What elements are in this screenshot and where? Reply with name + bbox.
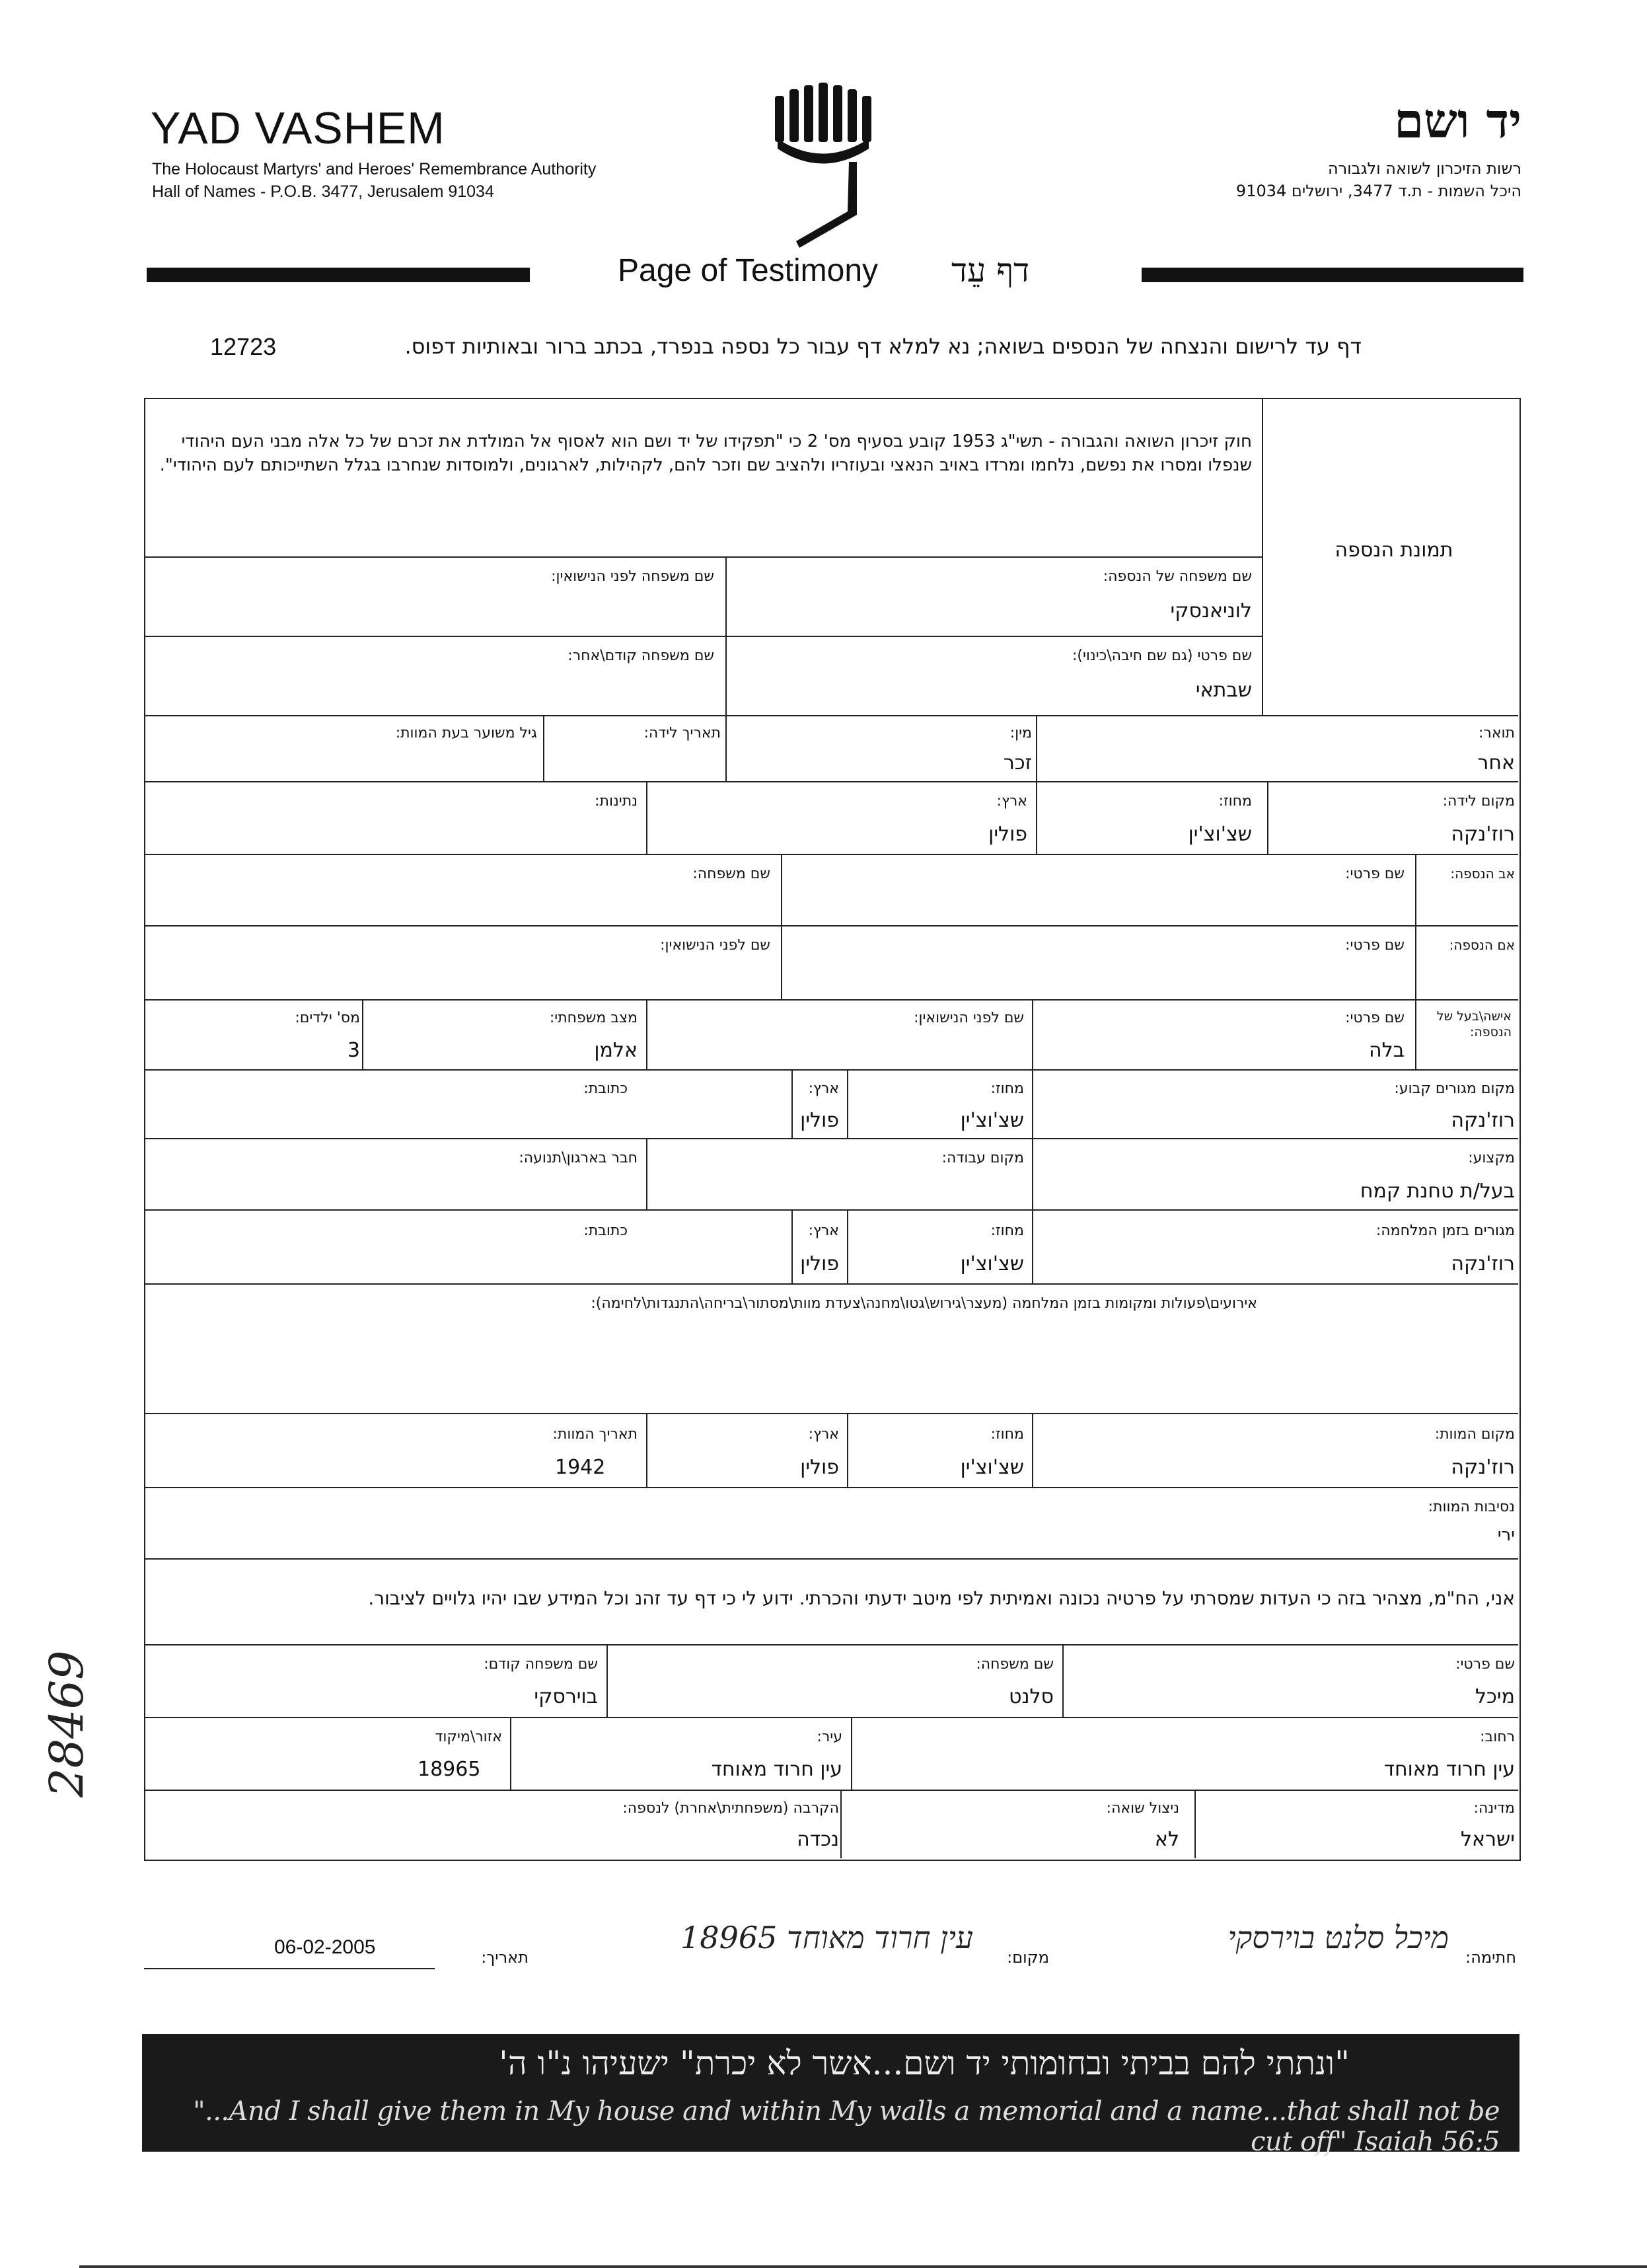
victim-surname-field[interactable]: לוניאנסקי <box>1170 599 1252 623</box>
org-name-en: YAD VASHEM <box>151 103 445 153</box>
signature-place-label: מקום: <box>1007 1948 1049 1967</box>
submitter-country-field[interactable]: ישראל <box>1460 1828 1515 1851</box>
signature-date-label: תאריך: <box>481 1948 529 1967</box>
survivor-field[interactable]: לא <box>1154 1828 1179 1851</box>
victim-birth-country-label: ארץ: <box>996 793 1027 810</box>
children-count-field[interactable]: 3 <box>347 1039 360 1062</box>
victim-birth-country-field[interactable]: פולין <box>988 823 1027 846</box>
header-rule-left <box>147 268 530 282</box>
spouse-first-field[interactable]: בלה <box>1369 1039 1405 1062</box>
form-title-en: Page of Testimony <box>618 253 879 288</box>
spouse-section-label: אישה\בעל של הנספה: <box>1436 1009 1512 1040</box>
submitter-first-label: שם פרטי: <box>1455 1656 1515 1673</box>
yad-vashem-logo-icon <box>770 83 889 254</box>
org-subtitle-he-1: רשות הזיכרון לשואה ולגבורה <box>1327 159 1521 178</box>
submitter-last-field[interactable]: סלנט <box>1009 1685 1054 1708</box>
death-circumstances-field[interactable]: ירי <box>1497 1525 1515 1545</box>
submitter-prev-field[interactable]: בוירסקי <box>534 1685 598 1708</box>
death-district-label: מחוז: <box>990 1426 1024 1443</box>
signature-date-field[interactable]: 06-02-2005 <box>274 1936 376 1958</box>
death-country-label: ארץ: <box>808 1426 839 1443</box>
banner-english-verse: "...And I shall give them in My house and within My walls a memorial and a name...that shall not be cut off" Isaiah 56:5 <box>193 2096 1500 2157</box>
mother-section-label: אם הנספה: <box>1449 937 1515 953</box>
father-last-label: שם משפחה: <box>692 866 770 882</box>
banner-hebrew-verse: "ונתתי להם בביתי ובחומותי יד ושם...אשר לא יכרת" ישעיהו נ"ו ה' <box>499 2044 1350 2082</box>
spouse-maiden-label: שם לפני הנישואין: <box>914 1010 1024 1026</box>
photo-placeholder[interactable]: תמונת הנספה <box>1335 539 1453 562</box>
relation-field[interactable]: נכדה <box>797 1828 839 1851</box>
margin-note: 28469 <box>40 1650 94 1797</box>
signature-place-field[interactable]: עין חרוד מאוחד 18965 <box>680 1920 973 1955</box>
residence-country-label: ארץ: <box>808 1080 839 1097</box>
victim-firstname-field[interactable]: שבתאי <box>1195 679 1252 702</box>
submitter-street-field[interactable]: עין חרוד מאוחד <box>1383 1758 1515 1781</box>
residence-country-field[interactable]: פולין <box>800 1109 839 1132</box>
victim-firstname-label: שם פרטי (גם שם חיבה\כינוי): <box>1072 648 1252 664</box>
death-circumstances-label: נסיבות המוות: <box>1428 1499 1515 1515</box>
organization-label: חבר בארגון\תנועה: <box>519 1150 638 1166</box>
org-name-he: יד ושם <box>1394 93 1521 149</box>
submitter-last-label: שם משפחה: <box>976 1656 1054 1673</box>
org-subtitle-en-2: Hall of Names - P.O.B. 3477, Jerusalem 91034 <box>152 182 494 201</box>
form-number: 12723 <box>210 333 277 360</box>
death-date-label: תאריך המוות: <box>552 1426 638 1443</box>
marital-status-label: מצב משפחתי: <box>549 1010 638 1026</box>
survivor-label: ניצול שואה: <box>1106 1800 1179 1817</box>
residence-district-field[interactable]: שצ'וצ'ין <box>960 1109 1024 1132</box>
residence-place-label: מקום מגורים קבוע: <box>1394 1080 1515 1097</box>
wartime-district-label: מחוז: <box>990 1223 1024 1239</box>
victim-gender-label: מין: <box>1009 725 1032 741</box>
death-date-field[interactable]: 1942 <box>555 1456 606 1479</box>
submitter-street-label: רחוב: <box>1480 1729 1515 1745</box>
wartime-country-label: ארץ: <box>808 1223 839 1239</box>
submitter-country-label: מדינה: <box>1473 1800 1515 1817</box>
wartime-events-label: אירועים\פעולות ומקומות בזמן המלחמה (מעצר\גירוש\גטו\מחנה\צעדת מוות\מסתור\בריחה\התנגדות\לחימה): <box>591 1295 1257 1312</box>
org-subtitle-en-1: The Holocaust Martyrs' and Heroes' Remembrance Authority <box>152 160 597 178</box>
victim-gender-field[interactable]: זכר <box>1003 751 1032 775</box>
header-rule-right <box>1142 268 1523 282</box>
victim-birth-district-label: מחוז: <box>1218 793 1252 810</box>
victim-prev-surname-label: שם משפחה קודם\אחר: <box>567 648 714 664</box>
victim-birth-district-field[interactable]: שצ'וצ'ין <box>1188 823 1252 846</box>
victim-maiden-label: שם משפחה לפני הנישואין: <box>551 568 714 585</box>
victim-birthplace-label: מקום לידה: <box>1442 793 1515 810</box>
wartime-district-field[interactable]: שצ'וצ'ין <box>960 1252 1024 1275</box>
victim-birthdate-label: תאריך לידה: <box>643 725 721 741</box>
death-place-label: מקום המוות: <box>1434 1426 1515 1443</box>
law-text: חוק זיכרון השואה והגבורה - תשי"ג 1953 קובע בסעיף מס' 2 כי "תפקידו של יד ושם הוא לאסוף אל המולדת את זכרם של כל אלה מבני העם היהודי שנפלו ומסרו את נפשם, נלחמו ומרדו באויב הנאצי ובעוזריו ולהציב שם וזכר להם, לקהילות, לארגונים, ולמוסדות שנחרבו בגלל השתייכותם לעם היהודי". <box>159 432 1252 475</box>
victim-birthplace-field[interactable]: רוז'נקה <box>1451 823 1515 846</box>
mother-first-label: שם פרטי: <box>1345 937 1405 954</box>
residence-district-label: מחוז: <box>990 1080 1024 1097</box>
signature-label: חתימה: <box>1465 1948 1516 1967</box>
marital-status-field[interactable]: אלמן <box>594 1039 638 1062</box>
wartime-address-label: כתובת: <box>583 1223 628 1239</box>
submitter-zip-label: אזור\מיקוד <box>435 1729 502 1745</box>
relation-label: הקרבה (משפחתית\אחרת) לנספה: <box>622 1800 839 1817</box>
victim-surname-label: שם משפחה של הנספה: <box>1103 568 1252 585</box>
workplace-label: מקום עבודה: <box>941 1150 1024 1166</box>
death-district-field[interactable]: שצ'וצ'ין <box>960 1456 1024 1479</box>
scan-bottom-edge <box>79 2265 1647 2268</box>
submitter-prev-label: שם משפחה קודם: <box>484 1656 598 1673</box>
victim-nationality-label: נתינות: <box>595 793 638 810</box>
form-instructions: דף עד לרישום והנצחה של הנספים בשואה; נא למלא דף עבור כל נספה בנפרד, בכתב ברור ובאותיות דפוס. <box>404 334 1362 359</box>
submitter-city-label: עיר: <box>817 1729 842 1745</box>
profession-label: מקצוע: <box>1468 1150 1515 1166</box>
wartime-country-field[interactable]: פולין <box>800 1252 839 1275</box>
victim-title-label: תואר: <box>1479 725 1515 741</box>
form-title-he: דף עֵד <box>951 251 1030 289</box>
death-country-field[interactable]: פולין <box>800 1456 839 1479</box>
victim-age-label: גיל משוער בעת המוות: <box>395 725 537 741</box>
profession-field[interactable]: בעל/ת טחנת קמח <box>1360 1180 1515 1203</box>
father-first-label: שם פרטי: <box>1345 866 1405 882</box>
submitter-city-field[interactable]: עין חרוד מאוחד <box>711 1758 842 1781</box>
submitter-first-field[interactable]: מיכל <box>1475 1685 1515 1708</box>
victim-title-field[interactable]: אחר <box>1477 751 1515 775</box>
residence-place-field[interactable]: רוז'נקה <box>1451 1109 1515 1132</box>
declaration-text: אני, הח"מ, מצהיר בזה כי העדות שמסרתי על פרטיה נכונה ואמיתית לפי מיטב ידעתי והכרתי. ידוע לי כי דף עד זהנ וכל המידע שבו יהיו גלויים לציבור. <box>368 1587 1515 1609</box>
wartime-place-label: מגורים בזמן המלחמה: <box>1375 1223 1515 1239</box>
spouse-first-label: שם פרטי: <box>1345 1010 1405 1026</box>
org-subtitle-he-2: היכל השמות - ת.ד 3477, ירושלים 91034 <box>1235 182 1521 200</box>
residence-address-label: כתובת: <box>583 1080 628 1097</box>
mother-maiden-label: שם לפני הנישואין: <box>660 937 770 954</box>
submitter-zip-field[interactable]: 18965 <box>418 1758 481 1781</box>
children-count-label: מס' ילדים: <box>295 1010 360 1026</box>
father-section-label: אב הנספה: <box>1450 866 1515 882</box>
signature-field[interactable]: מיכל סלנט בוירסקי <box>1227 1920 1449 1955</box>
wartime-place-field[interactable]: רוז'נקה <box>1451 1252 1515 1275</box>
death-place-field[interactable]: רוז'נקה <box>1451 1456 1515 1479</box>
